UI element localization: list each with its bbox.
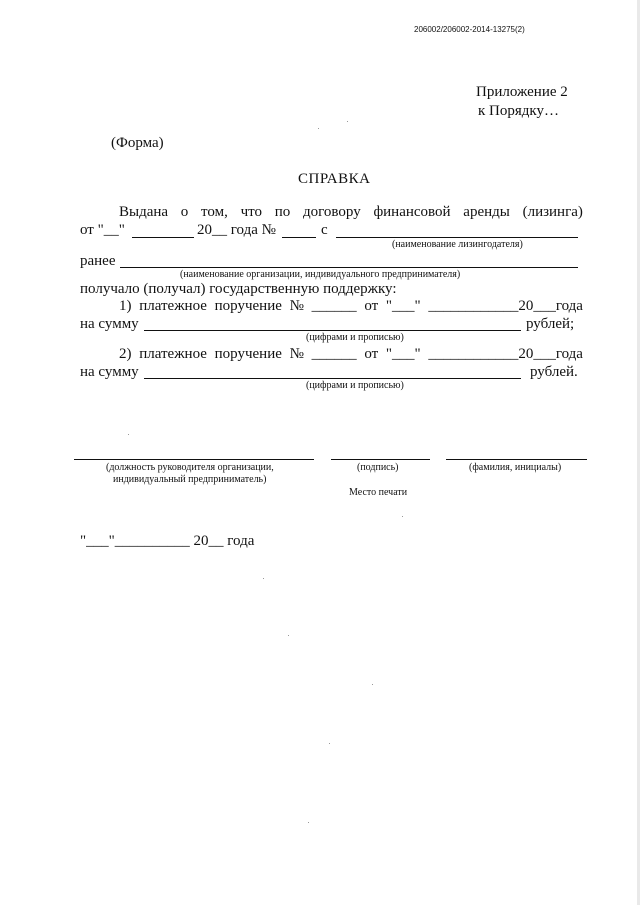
signature-caption: (подпись) (357, 462, 399, 473)
date-line: "___"__________ 20__ года (80, 533, 255, 549)
scan-speck (263, 578, 264, 579)
intro-word: (лизинга) (522, 204, 583, 220)
appendix-line-1: Приложение 2 (476, 84, 568, 100)
intro-word: аренды (463, 204, 510, 220)
earlier-label: ранее (80, 253, 116, 269)
payment-word: поручение (214, 298, 282, 314)
contract-date-blank (132, 237, 194, 238)
form-label: (Форма) (111, 135, 164, 151)
intro-word: договору (303, 204, 361, 220)
document-title: СПРАВКА (298, 171, 371, 187)
amount-caption-1: (цифрами и прописью) (306, 332, 404, 343)
payment-order-1 (119, 298, 583, 315)
amount-label-1: на сумму (80, 316, 139, 332)
signature-line (331, 459, 430, 460)
position-caption-1: (должность руководителя организации, (106, 462, 274, 473)
contract-number-blank (282, 237, 316, 238)
scan-speck (288, 635, 289, 636)
amount-label-2: на сумму (80, 364, 139, 380)
lessor-blank (336, 237, 578, 238)
payment-word: от (364, 346, 379, 362)
name-caption: (фамилия, инициалы) (469, 462, 562, 473)
currency-2: рублей. (530, 364, 578, 380)
position-line (74, 459, 314, 460)
contract-year: 20__ года № (197, 222, 276, 238)
payment-word: ______ (311, 298, 357, 314)
scan-speck (347, 121, 348, 122)
payment-word: 2) (119, 346, 132, 362)
scan-speck (308, 822, 309, 823)
payment-word: платежное (139, 346, 207, 362)
organization-caption: (наименование организации, индивидуального предпринимателя) (180, 269, 461, 280)
payment-word: ______ (311, 346, 357, 362)
intro-word: финансовой (373, 204, 451, 220)
received-support-text: получало (получал) государственную поддержку: (80, 281, 397, 297)
intro-word: что (240, 204, 262, 220)
scan-speck (329, 743, 330, 744)
payment-word: поручение (214, 346, 282, 362)
amount-blank-1 (144, 330, 521, 331)
payment-word: ____________20___года (428, 346, 583, 362)
payment-word: от (364, 298, 379, 314)
intro-word: том, (201, 204, 228, 220)
payment-word: "___" (385, 346, 421, 362)
payment-word: ____________20___года (428, 298, 583, 314)
contract-date-prefix: от "__" (80, 222, 125, 238)
intro-line-1 (119, 204, 583, 221)
intro-word: Выдана (119, 204, 169, 220)
scan-speck (402, 516, 403, 517)
payment-word: 1) (119, 298, 132, 314)
name-line (446, 459, 587, 460)
payment-word: № (289, 346, 304, 362)
currency-1: рублей; (526, 316, 575, 332)
organization-blank (120, 267, 578, 268)
payment-word: № (289, 298, 304, 314)
intro-word: по (274, 204, 291, 220)
stamp-place: Место печати (349, 487, 408, 498)
intro-word: о (180, 204, 189, 220)
document-id: 206002/206002-2014-13275(2) (414, 25, 525, 34)
payment-order-2 (119, 346, 583, 363)
payment-word: платежное (139, 298, 207, 314)
lessor-caption: (наименование лизингодателя) (392, 239, 523, 250)
scan-speck (318, 128, 319, 129)
scan-speck (372, 684, 373, 685)
appendix-line-2: к Порядку… (478, 103, 559, 119)
scan-speck (128, 434, 129, 435)
amount-blank-2 (144, 378, 521, 379)
payment-word: "___" (385, 298, 421, 314)
contract-with: с (321, 222, 328, 238)
amount-caption-2: (цифрами и прописью) (306, 380, 404, 391)
position-caption-2: индивидуальный предприниматель) (113, 474, 267, 485)
